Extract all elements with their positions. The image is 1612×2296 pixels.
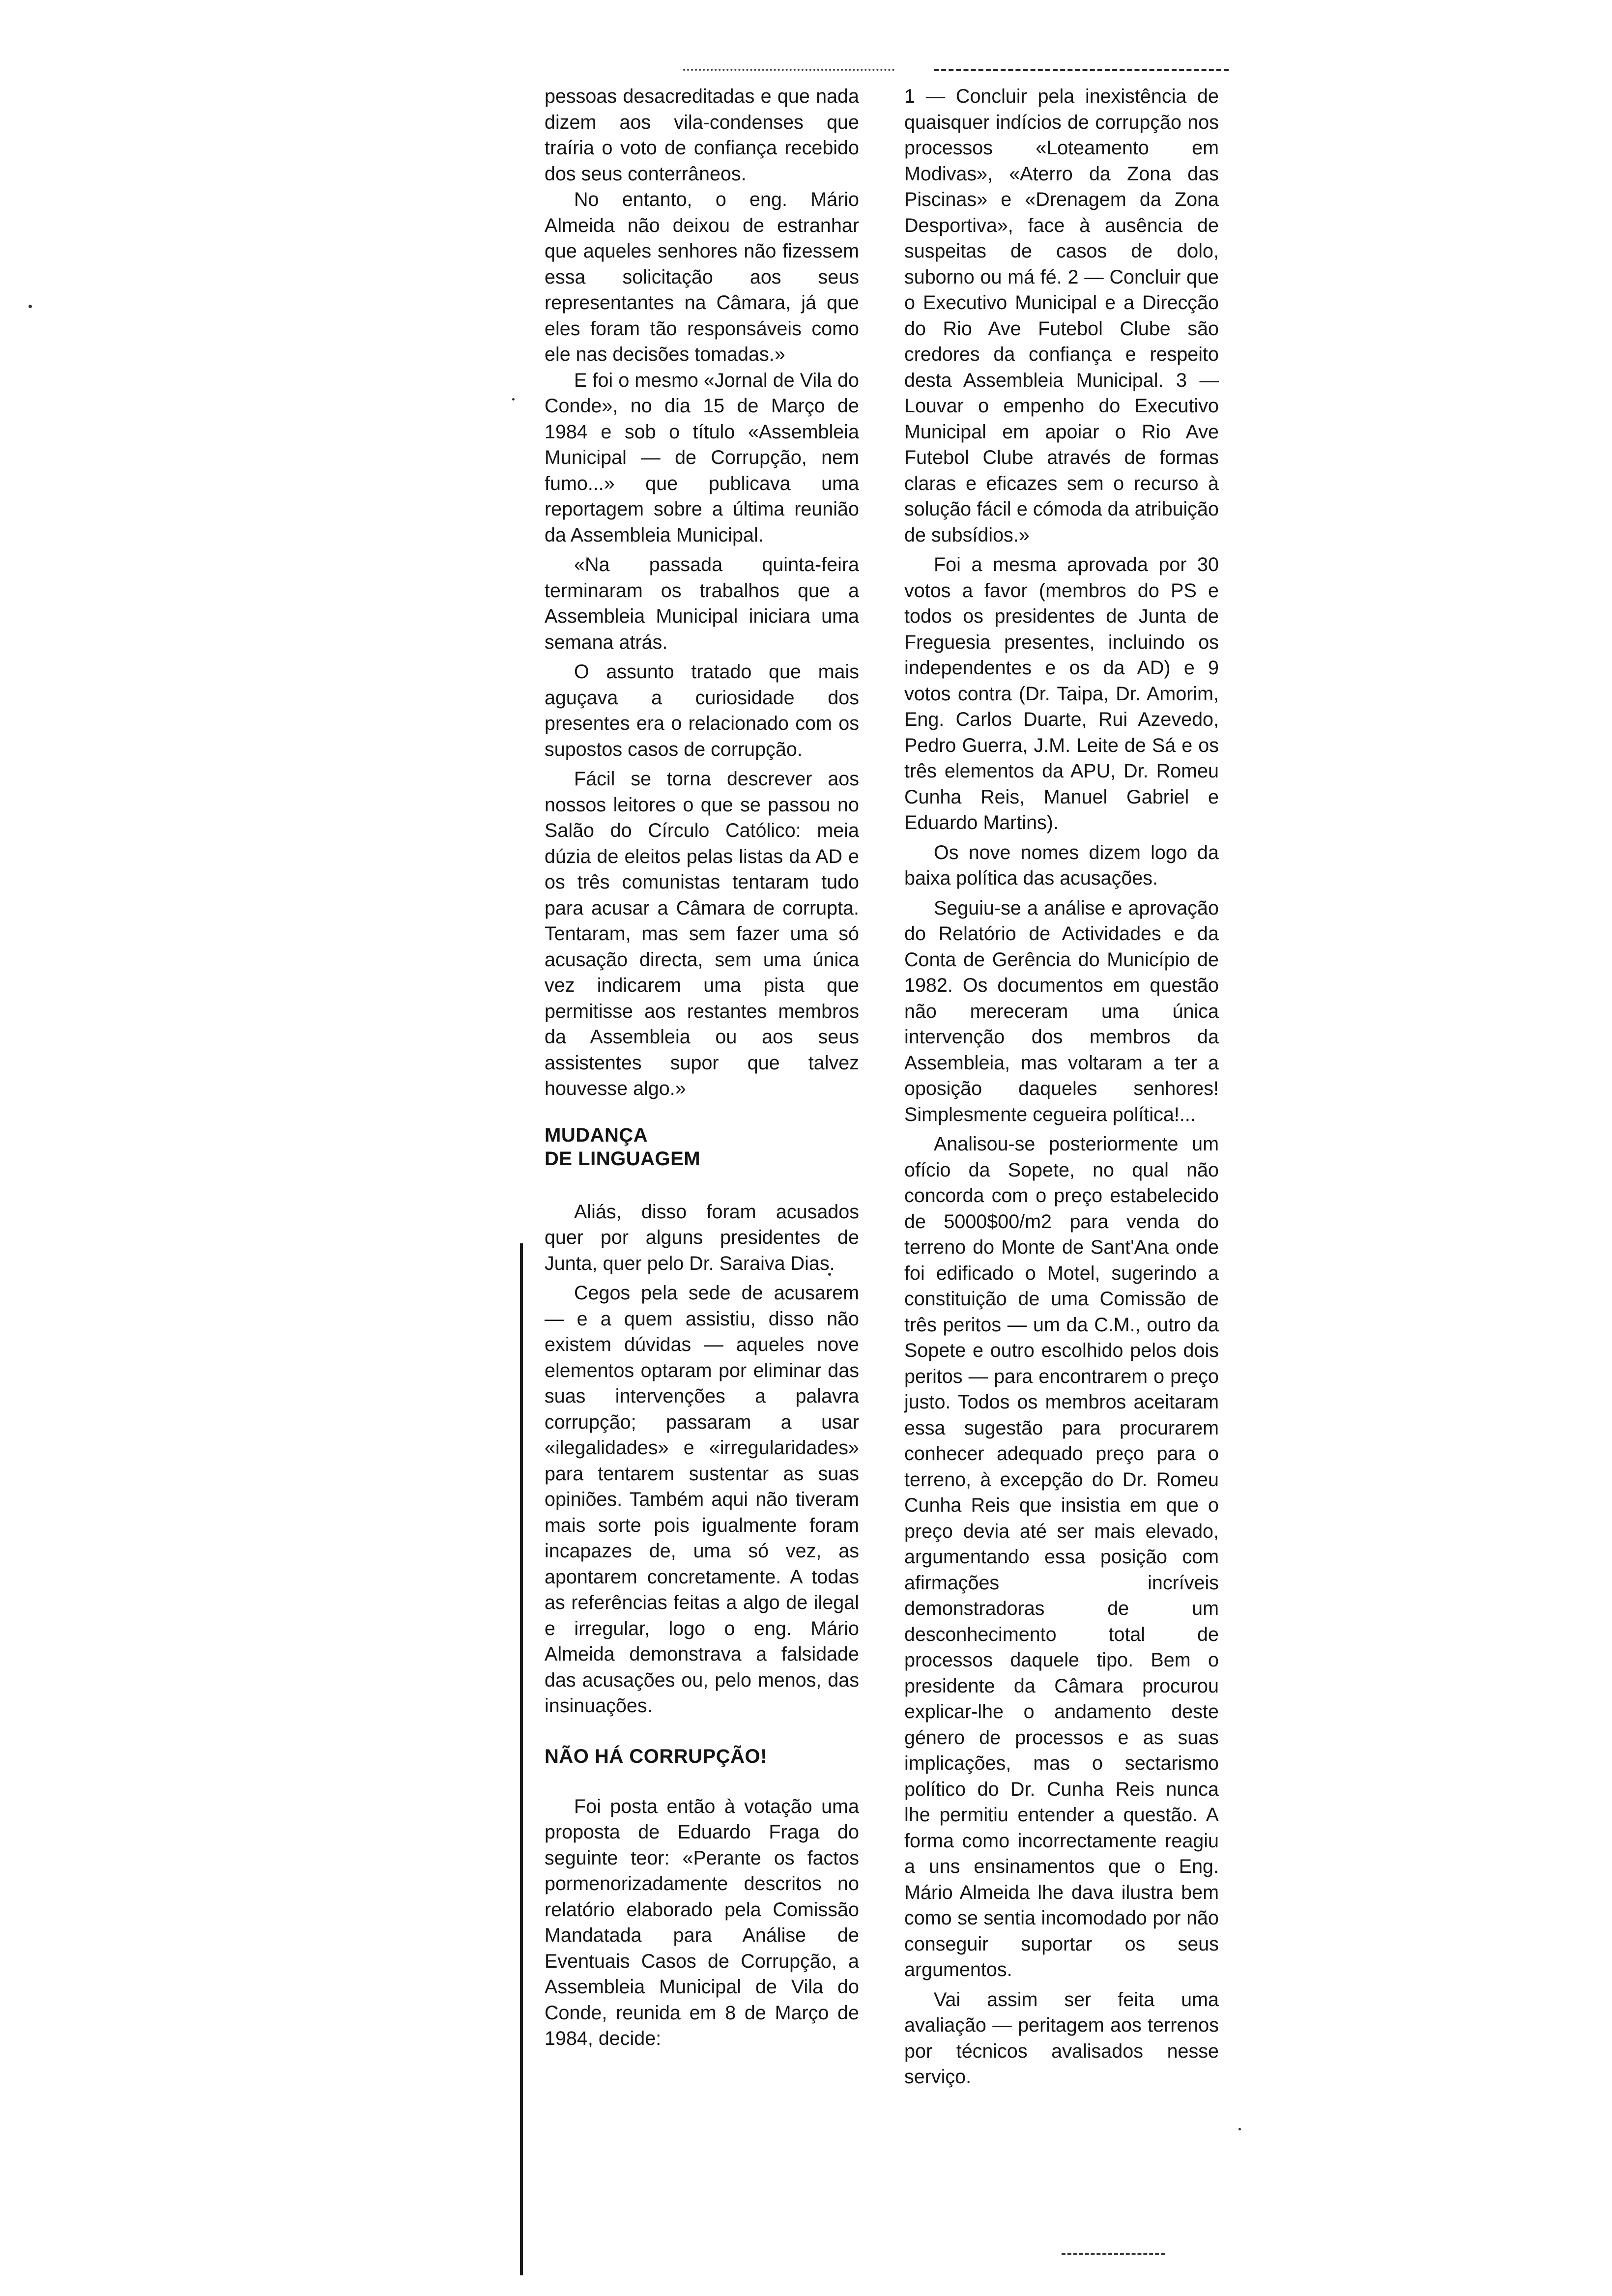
scan-speck <box>1238 2128 1241 2130</box>
paragraph: Analisou-se posteriormente um ofício da Sopete, no qual não concorda com o preço estabelecido de 5000$00/m2 para venda do terreno do Monte de Sant'Ana onde foi edificado o Motel, sugerindo a constituição de uma Comissão de três peritos — um da C.M., outro da Sopete e outro escolhido pelos dois peritos — para encontrarem o preço justo. Todos os membros aceitaram essa sugestão para procurarem conhecer adequado preço para o terreno, à excepção do Dr. Romeu Cunha Reis que insistia em que o preço devia até ser mais elevado, argumentando essa posição com afirmações incríveis demonstradoras de um desconhecimento total de processos daquele tipo. Bem o presidente da Câmara procurou explicar-lhe o andamento deste género de processos e as suas implicações, mas o sectarismo político do Dr. Cunha Reis nunca lhe permitiu entender a questão. A forma como incorrectamente reagiu a uns ensinamentos que o Eng. Mário Almeida lhe dava ilustra bem como se sentia incomodado por não conseguir suportar os seus argumentos. <box>904 1133 1219 1980</box>
section-heading-mudanca <box>545 1123 859 1171</box>
paragraph: 1 — Concluir pela inexistência de quaisquer indícios de corrupção nos processos «Loteamento em Modivas», «Aterro da Zona das Piscinas» e «Drenagem da Zona Desportiva», face à ausência de suspeitas de casos de dolo, suborno ou má fé. 2 — Concluir que o Executivo Municipal e a Direcção do Rio Ave Futebol Clube são credores da confiança e respeito desta Assembleia Municipal. 3 — Louvar o empenho do Executivo Municipal em apoiar o Rio Ave Futebol Clube através de formas claras e eficazes sem o recurso à solução fácil e cómoda da atribuição de subsídios.» <box>904 86 1219 546</box>
section-heading-nao-ha-corrupcao <box>545 1745 859 1768</box>
article-column-right <box>904 84 1219 2090</box>
article-column-left <box>545 84 859 2052</box>
paragraph: pessoas desacreditadas e que nada dizem aos vila-condenses que traíria o voto de confiança recebido dos seus conterrâneos. <box>545 86 859 185</box>
paragraph: Fácil se torna descrever aos nossos leitores o que se passou no Salão do Círculo Católico: meia dúzia de eleitos pelas listas da AD e os três comunistas tentaram tudo para acusar a Câmara de corrupta. Tentaram, mas sem fazer uma só acusação directa, sem uma única vez indicarem uma pista que permitisse aos restantes membros da Assembleia ou aos seus assistentes supor que talvez houvesse algo.» <box>545 768 859 1099</box>
paragraph: Os nove nomes dizem logo da baixa política das acusações. <box>904 841 1219 889</box>
scan-speck <box>29 305 32 308</box>
paragraph: Foi posta então à votação uma proposta de Eduardo Fraga do seguinte teor: «Perante os factos pormenorizadamente descritos no relatório elaborado pela Comissão Mandatada para Análise de Eventuais Casos de Corrupção, a Assembleia Municipal de Vila do Conde, reunida em 8 de Março de 1984, decide: <box>545 1795 859 2049</box>
paragraph: E foi o mesmo «Jornal de Vila do Conde», no dia 15 de Março de 1984 e sob o título «Assembleia Municipal — de Corrupção, nem fumo...» que publicava uma reportagem sobre a última reunião da Assembleia Municipal. <box>545 369 859 546</box>
scan-speck <box>512 398 515 401</box>
section-heading-line: DE LINGUAGEM <box>545 1148 701 1170</box>
paragraph: No entanto, o eng. Mário Almeida não deixou de estranhar que aqueles senhores não fizessem essa solicitação aos seus representantes na Câmara, já que eles foram tão responsáveis como ele nas decisões tomadas.» <box>545 189 859 365</box>
top-dashed-rule-right <box>934 69 1229 73</box>
left-margin-rule <box>520 1243 523 2275</box>
bottom-dashed-rule <box>1062 2253 1165 2256</box>
paragraph: Seguiu-se a análise e aprovação do Relatório de Actividades e da Conta de Gerência do Município de 1982. Os documentos em questão não mereceram uma única intervenção dos membros da Assembleia, mas voltaram a ter a oposição daqueles senhores! Simplesmente cegueira política!... <box>904 897 1219 1125</box>
top-dotted-rule-left <box>683 69 894 73</box>
paragraph: Vai assim ser feita uma avaliação — peritagem aos terrenos por técnicos avalisados nesse serviço. <box>904 1988 1219 2088</box>
paragraph: O assunto tratado que mais aguçava a curiosidade dos presentes era o relacionado com os supostos casos de corrupção. <box>545 661 859 760</box>
paragraph: Aliás, disso foram acusados quer por alguns presidentes de Junta, quer pelo Dr. Saraiva Dias. <box>545 1201 859 1274</box>
section-heading-line: MUDANÇA <box>545 1124 648 1146</box>
section-heading-line: NÃO HÁ CORRUPÇÃO! <box>545 1745 767 1767</box>
paragraph: Cegos pela sede de acusarem — e a quem assistiu, disso não existem dúvidas — aqueles nove elementos optaram por eliminar das suas intervenções a palavra corrupção; passaram a usar «ilegalidades» e «irregularidades» para tentarem sustentar as suas opiniões. Também aqui não tiveram mais sorte pois igualmente foram incapazes de, uma só vez, as apontarem concretamente. A todas as referências feitas a algo de ilegal e irregular, logo o eng. Mário Almeida demonstrava a falsidade das acusações ou, pelo menos, das insinuações. <box>545 1282 859 1717</box>
paragraph: «Na passada quinta-feira terminaram os trabalhos que a Assembleia Municipal iniciara uma semana atrás. <box>545 554 859 653</box>
paragraph: Foi a mesma aprovada por 30 votos a favor (membros do PS e todos os presidentes de Junta de Freguesia presentes, incluindo os independentes e os da AD) e 9 votos contra (Dr. Taipa, Dr. Amorim, Eng. Carlos Duarte, Rui Azevedo, Pedro Guerra, J.M. Leite de Sá e os três elementos da APU, Dr. Romeu Cunha Reis, Manuel Gabriel e Eduardo Martins). <box>904 554 1219 833</box>
